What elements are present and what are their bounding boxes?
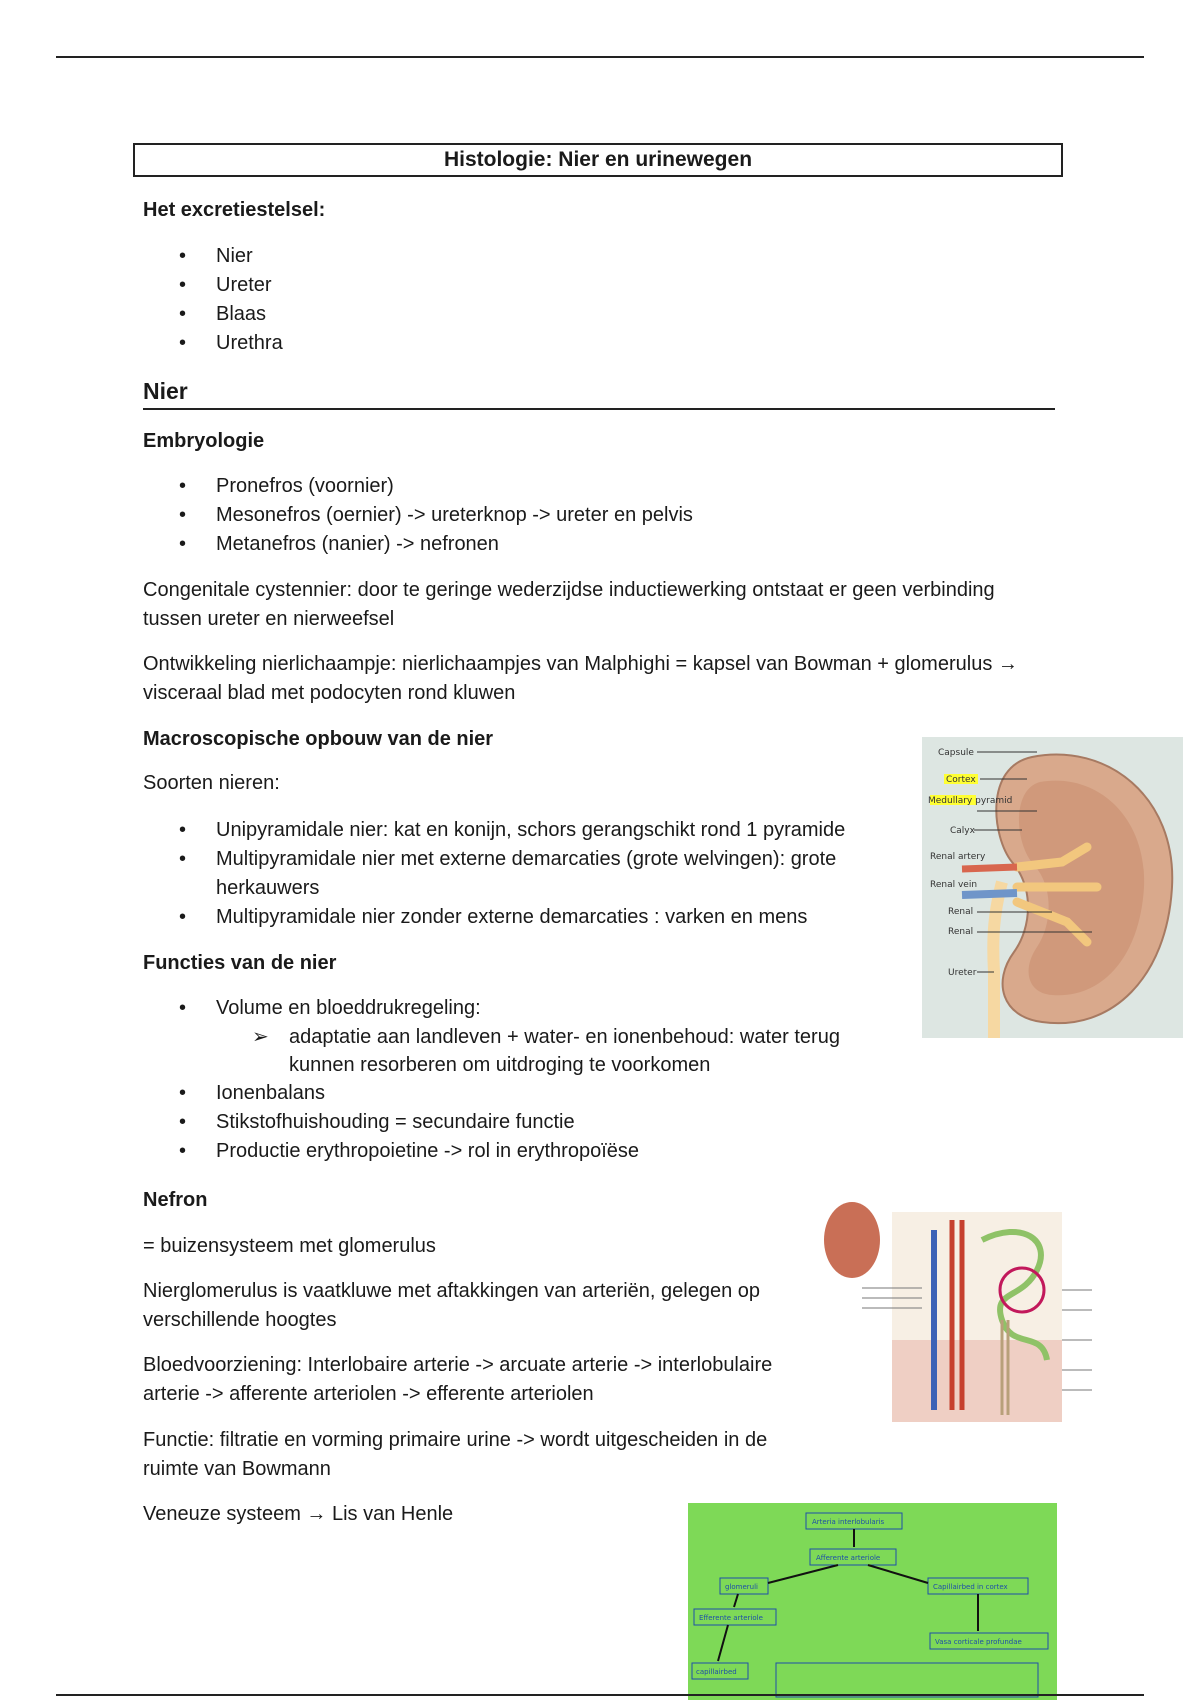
kidney-illustration <box>922 737 1183 1038</box>
box-notes <box>776 1663 1038 1697</box>
soorten-label: Soorten nieren: <box>143 772 280 794</box>
nefron-paragraph-2: Nierglomerulus is vaatkluwe met aftakkingen van arteriën, gelegen op verschillende hoogtes <box>143 1280 761 1331</box>
list-item: • Mesonefros (oernier) -> ureterknop -> ureter en pelvis <box>143 501 993 530</box>
bottom-rule <box>56 1694 1144 1696</box>
nephron-figure <box>822 1200 1140 1422</box>
bullet-icon: • <box>179 1140 187 1162</box>
list-item: • Ionenbalans <box>143 1079 903 1108</box>
bullet-icon: • <box>179 245 187 267</box>
functies-sublist <box>216 1023 903 1079</box>
label-cortex: Cortex <box>946 775 976 785</box>
bullet-icon: • <box>179 848 187 870</box>
list-item: • Pronefros (voornier) <box>143 472 993 501</box>
list-item: ➢ adaptatie aan landleven + water- en ionenbehoud: water terug kunnen resorberen om uitdroging te voorkomen <box>216 1023 903 1079</box>
nephron-illustration <box>822 1200 1140 1422</box>
list-item: • Ureter <box>143 271 943 300</box>
list-item: • Metanefros (nanier) -> nefronen <box>143 530 993 559</box>
excretie-list <box>143 242 943 358</box>
embryologie-list <box>143 472 993 559</box>
soorten-list <box>143 816 903 932</box>
list-item: • Unipyramidale nier: kat en konijn, schors gerangschikt rond 1 pyramide <box>143 816 903 845</box>
nefron-paragraph-3: Bloedvoorziening: Interlobaire arterie -> arcuate arterie -> interlobulaire arterie -> afferente arteriolen -> efferente arteriolen <box>143 1354 773 1405</box>
kidney-labels <box>928 748 1012 978</box>
label-capsule: Capsule <box>938 748 974 758</box>
list-item: • Productie erythropoietine -> rol in erythropoïëse <box>143 1137 903 1166</box>
nefron-paragraph-1: = buizensysteem met glomerulus <box>143 1235 436 1257</box>
bullet-icon: • <box>179 303 187 325</box>
list-item: • Blaas <box>143 300 943 329</box>
label-medullary: Medullary pyramid <box>928 796 1013 806</box>
bullet-icon: • <box>179 819 187 841</box>
excretie-heading: Het excretiestelsel: <box>143 199 326 221</box>
embryologie-heading: Embryologie <box>143 430 265 452</box>
box-glomeruli-text: glomeruli <box>725 1583 759 1591</box>
list-item: • Stikstofhuishouding = secundaire functie <box>143 1108 903 1137</box>
bullet-icon: • <box>179 274 187 296</box>
nefron-paragraph-5: Veneuze systeem → Lis van Henle <box>143 1503 454 1525</box>
box-vasa-text: Vasa corticale profundae <box>935 1638 1022 1646</box>
ureter-shape <box>993 882 1002 1038</box>
list-item: • Multipyramidale nier zonder externe demarcaties : varken en mens <box>143 903 903 932</box>
nier-heading: Nier <box>143 378 188 404</box>
box-capillairbed-text: capillairbed <box>696 1668 737 1676</box>
mini-kidney-shape <box>824 1202 880 1278</box>
box-afferent-text: Afferente arteriole <box>816 1554 881 1562</box>
macro-heading: Macroscopische opbouw van de nier <box>143 728 494 750</box>
renal-vein-shape <box>962 893 1017 895</box>
functies-heading: Functies van de nier <box>143 952 337 974</box>
label-renal-2: Renal <box>948 927 974 937</box>
nier-rule <box>143 408 1055 410</box>
list-item: • Nier <box>143 242 943 271</box>
nefron-paragraph-4: Functie: filtratie en vorming primaire urine -> wordt uitgescheiden in de ruimte van Bowmann <box>143 1429 768 1480</box>
bullet-icon: • <box>179 997 187 1019</box>
label-renal-vein: Renal vein <box>930 880 978 890</box>
page-title <box>133 143 1063 177</box>
bullet-icon: • <box>179 332 187 354</box>
bullet-icon: • <box>179 533 187 555</box>
label-renal-1: Renal <box>948 907 974 917</box>
box-efferent-text: Efferente arteriole <box>699 1614 763 1622</box>
flow-diagram <box>688 1503 1057 1700</box>
label-renal-artery: Renal artery <box>930 852 986 862</box>
box-capillair-cortex-text: Capillairbed in cortex <box>933 1583 1008 1591</box>
functies-list <box>143 994 903 1166</box>
nefron-heading: Nefron <box>143 1189 208 1211</box>
list-item: • Urethra <box>143 329 943 358</box>
ontwikkeling-paragraph: Ontwikkeling nierlichaampje: nierlichaampjes van Malphighi = kapsel van Bowman + glomerulus → visceraal blad met podocyten rond kluwen <box>143 653 1018 704</box>
list-item: • Multipyramidale nier met externe demarcaties (grote welvingen): grote herkauwers <box>143 845 903 903</box>
medulla-band <box>892 1340 1062 1422</box>
arrowhead-icon: ➢ <box>252 1026 269 1048</box>
flow-figure <box>688 1503 1057 1700</box>
bullet-icon: • <box>179 906 187 928</box>
kidney-figure <box>922 737 1183 1038</box>
bullet-icon: • <box>179 475 187 497</box>
bullet-icon: • <box>179 1111 187 1133</box>
renal-artery-shape <box>962 867 1017 869</box>
congenitaal-paragraph: Congenitale cystennier: door te geringe wederzijdse inductiewerking ontstaat er geen verbinding tussen ureter en nierweefsel <box>143 579 995 630</box>
bullet-icon: • <box>179 1082 187 1104</box>
bullet-icon: • <box>179 504 187 526</box>
top-rule <box>56 56 1144 58</box>
box-arteria-text: Arteria interlobularis <box>812 1518 885 1526</box>
title-text: Histologie: Nier en urinewegen <box>443 148 753 171</box>
label-ureter: Ureter <box>948 968 977 978</box>
label-calyx: Calyx <box>950 826 975 836</box>
list-item: • Volume en bloeddrukregeling: ➢ adaptatie aan landleven + water- en ionenbehoud: water terug kunnen resorberen om uitdroging te voorkomen <box>143 994 903 1079</box>
